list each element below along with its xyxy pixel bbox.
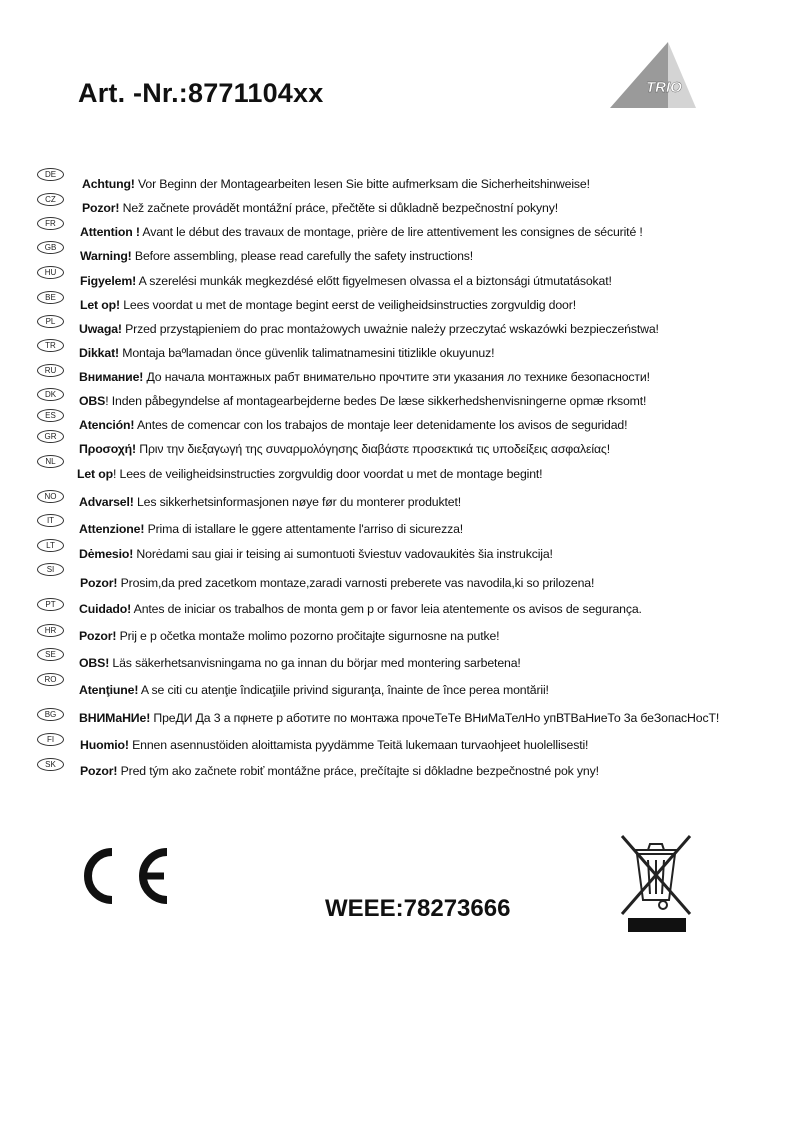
warning-label: Advarsel! [79,495,134,509]
warning-label: OBS [79,394,106,408]
warning-label: Atenţiune! [79,683,139,697]
safety-warning-line [79,321,659,337]
country-code-badge: PT [37,598,64,611]
safety-warning-line [80,575,594,591]
country-code-badge: GR [37,430,64,443]
country-code-badge: IT [37,514,64,527]
country-code-badge: FI [37,733,64,746]
article-number: Art. -Nr.:8771104xx [78,78,324,108]
safety-warning-line [79,710,719,726]
warning-label: Uwaga! [79,322,122,336]
warning-text: Przed przystąpieniem do prac montażowych uważnie należy przeczytać wskazówki bezpieczeństwa! [121,322,659,336]
safety-warning-line [79,369,650,385]
warning-text: ! Inden påbegyndelse af montagearbejderne bedes De læse sikkerhedshenvisningerne opmæ rksomt! [105,394,647,408]
safety-warning-line [80,297,576,313]
warning-label: Προσοχή! [79,442,136,456]
country-code-badge: DE [37,168,64,181]
safety-warning-line [77,466,542,482]
warning-text: Prima di istallare le ggere attentamente l'arriso di sicurezza! [144,522,464,536]
country-code-badge: CZ [37,193,64,206]
warning-label: Attenzione! [79,522,145,536]
country-code-badge: ES [37,409,64,422]
trio-logo [606,40,706,110]
warning-label: Pozor! [80,576,118,590]
safety-warning-line [79,521,463,537]
warning-text: Πριν την διεξαγωγή της συναρμολόγησης διαβάστε προσεκτικά τις υποδείξεις ασφαλείας! [135,442,610,456]
warning-label: OBS! [79,656,110,670]
country-code-badge: SK [37,758,64,771]
warning-text: Avant le début des travaux de montage, prière de lire attentivement les consignes de sécurité ! [139,225,643,239]
warning-label: Dikkat! [79,346,119,360]
safety-warning-line [79,441,610,457]
safety-warning-line [82,200,558,216]
warning-text: Vor Beginn der Montagearbeiten lesen Sie bitte aufmerksam die Sicherheitshinweise! [134,177,590,191]
warning-text: Lees voordat u met de montage begint eerst de veiligheidsinstructies zorgvuldig door! [119,298,576,312]
country-code-badge: SI [37,563,64,576]
safety-warning-line [80,273,612,289]
warning-text: До начала монтажных рабт внимательно прочтите эти указания ло технике безопасности! [143,370,650,384]
warning-text: Läs säkerhetsanvisningama no ga innan du börjar med montering sarbetena! [109,656,521,670]
warning-text: ! Lees de veiligheidsinstructies zorgvuldig door voordat u met de montage begint! [113,467,543,481]
warning-label: Attention ! [80,225,140,239]
country-code-badge: RU [37,364,64,377]
warning-text: Než začnete provádět montážní práce, přečtěte si důkladně bezpečnostní pokyny! [119,201,558,215]
country-code-badge: GB [37,241,64,254]
country-code-badge: BG [37,708,64,721]
warning-text: A se citi cu atenţie îndicaţiile privind siguranţa, înainte de înce perea montării! [138,683,549,697]
warning-text: Les sikkerhetsinformasjonen nøye før du monterer produktet! [133,495,461,509]
warning-text: A szerelési munkák megkezdésé előtt figyelmesen olvassa el a biztonsági útmutatásokat! [136,274,612,288]
ce-mark-icon [72,846,172,906]
country-code-badge: RO [37,673,64,686]
warning-label: Huomio! [80,738,129,752]
country-code-badge: PL [37,315,64,328]
country-code-badge: HU [37,266,64,279]
country-code-badge: FR [37,217,64,230]
safety-warning-line [79,682,549,698]
logo-text: TRIO [646,79,682,96]
warning-label: Warning! [80,249,132,263]
safety-warning-line [79,546,553,562]
warning-text: Antes de comencar con los trabajos de montaje leer detenidamente los avisos de seguridad! [134,418,628,432]
safety-warning-line [79,494,461,510]
weee-number: WEEE:78273666 [325,895,511,922]
safety-warning-line [80,224,643,240]
warning-text: Prosim,da pred zacetkom montaze,zaradi varnosti preberete vas navodila,ki so prilozena! [117,576,595,590]
country-code-badge: HR [37,624,64,637]
safety-warning-line [79,628,499,644]
warning-label: Achtung! [82,177,135,191]
country-code-badge: NO [37,490,64,503]
warning-label: Dėmesio! [79,547,134,561]
warning-text: Norėdami sau giai ir teising ai sumontuoti šviestuv vadovaukitės šia instrukcija! [133,547,553,561]
warning-label: Pozor! [82,201,120,215]
warning-text: Before assembling, please read carefully the safety instructions! [131,249,474,263]
crossed-bin-icon [616,828,696,936]
safety-warning-line [82,176,590,192]
country-code-badge: NL [37,455,64,468]
warning-text: Antes de iniciar os trabalhos de monta gem p or favor leia atentemente os avisos de segurança. [131,602,642,616]
warning-label: Cuidado! [79,602,132,616]
safety-warning-line [79,393,646,409]
safety-warning-line [79,345,494,361]
safety-warning-line [80,763,599,779]
country-code-badge: DK [37,388,64,401]
warning-label: ВНИМаНИе! [79,711,151,725]
warning-label: Figyelem! [80,274,137,288]
warning-text: Ennen asennustöiden aloittamista pyydämme Teitä lukemaan turvaohjeet huolellisesti! [128,738,589,752]
warning-text: Pred tým ako začnete robiť montážne práce, prečítajte si dôkladne bezpečnostné pok yny! [117,764,599,778]
warning-label: Atención! [79,418,135,432]
warning-text: Prij e p očetka montaže molimo pozorno pročitajte sigurnosne na putke! [116,629,500,643]
country-code-badge: BE [37,291,64,304]
safety-warning-line [79,601,642,617]
warning-label: Pozor! [80,764,118,778]
warning-label: Let op [77,467,113,481]
warning-label: Pozor! [79,629,117,643]
warning-label: Внимание! [79,370,144,384]
warning-label: Let op! [80,298,120,312]
safety-warning-line [79,655,521,671]
country-code-badge: SE [37,648,64,661]
country-code-badge: LT [37,539,64,552]
safety-warning-line [80,737,588,753]
safety-warning-line [80,248,473,264]
warning-text: ПреДИ Да 3 а пφнете р аботите по монтажа прочеТеТе ВНиМаТелНо упВТВаНиеТо 3а беЗопасНосТ! [150,711,720,725]
country-code-badge: TR [37,339,64,352]
safety-warning-line [79,417,627,433]
warning-text: Montaja baºlamadan önce güvenlik talimatnamesini titizlikle okuyunuz! [118,346,495,360]
